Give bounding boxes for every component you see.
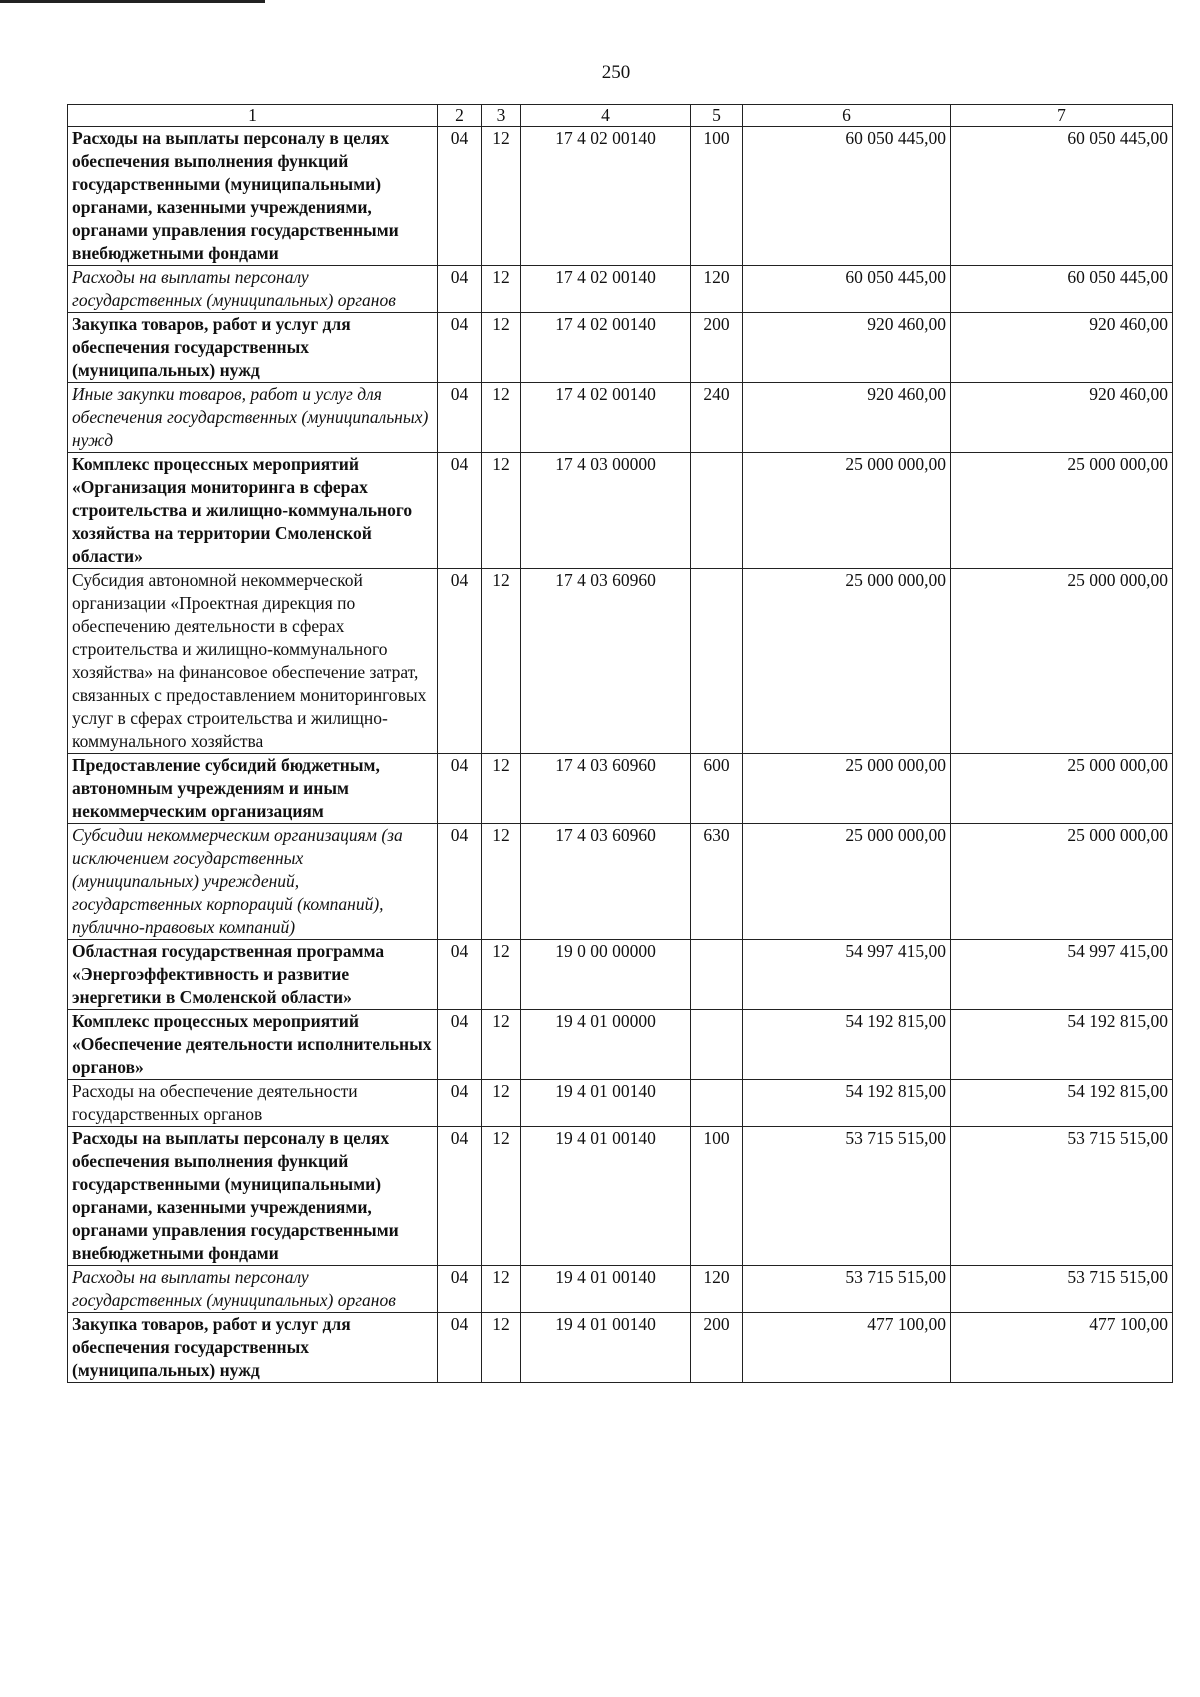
row-section: 04: [438, 1313, 482, 1383]
row-target-article: 19 4 01 00140: [521, 1080, 691, 1127]
row-subsection: 12: [482, 266, 521, 313]
row-amount-6: 25 000 000,00: [743, 453, 951, 569]
row-name: Субсидия автономной некоммерческой организации «Проектная дирекция по обеспечению деятельности в сферах строительства и жилищно-коммунального хозяйства» на финансовое обеспечение затрат, связанных с предоставлением мониторинговых услуг в сферах строительства и жилищно-коммунального хозяйства: [68, 569, 438, 754]
header-cell-2: 2: [438, 105, 482, 127]
row-amount-6: 53 715 515,00: [743, 1266, 951, 1313]
row-subsection: 12: [482, 1127, 521, 1266]
row-expense-type: 600: [691, 754, 743, 824]
row-name: Комплекс процессных мероприятий «Обеспечение деятельности исполнительных органов»: [68, 1010, 438, 1080]
row-amount-6: 25 000 000,00: [743, 824, 951, 940]
table-row: [68, 940, 1173, 1010]
row-expense-type: 120: [691, 266, 743, 313]
row-amount-7: 25 000 000,00: [951, 569, 1173, 754]
row-subsection: 12: [482, 754, 521, 824]
row-target-article: 17 4 03 60960: [521, 824, 691, 940]
row-amount-7: 25 000 000,00: [951, 453, 1173, 569]
row-expense-type: 200: [691, 1313, 743, 1383]
table-row: [68, 1127, 1173, 1266]
row-amount-6: 920 460,00: [743, 313, 951, 383]
row-name: Расходы на выплаты персоналу в целях обеспечения выполнения функций государственными (муниципальными) органами, казенными учреждениями, органами управления государственными внебюджетными фондами: [68, 1127, 438, 1266]
row-section: 04: [438, 940, 482, 1010]
row-subsection: 12: [482, 1010, 521, 1080]
row-target-article: 17 4 02 00140: [521, 266, 691, 313]
row-name: Закупка товаров, работ и услуг для обеспечения государственных (муниципальных) нужд: [68, 313, 438, 383]
header-cell-6: 6: [743, 105, 951, 127]
header-cell-3: 3: [482, 105, 521, 127]
row-subsection: 12: [482, 940, 521, 1010]
row-name: Расходы на обеспечение деятельности государственных органов: [68, 1080, 438, 1127]
row-amount-7: 25 000 000,00: [951, 754, 1173, 824]
row-target-article: 17 4 03 60960: [521, 754, 691, 824]
row-amount-7: 920 460,00: [951, 383, 1173, 453]
table-row: [68, 383, 1173, 453]
row-section: 04: [438, 127, 482, 266]
row-name: Расходы на выплаты персоналу государственных (муниципальных) органов: [68, 1266, 438, 1313]
row-name: Областная государственная программа «Энергоэффективность и развитие энергетики в Смоленской области»: [68, 940, 438, 1010]
row-expense-type: 120: [691, 1266, 743, 1313]
header-cell-4: 4: [521, 105, 691, 127]
row-amount-7: 60 050 445,00: [951, 127, 1173, 266]
row-section: 04: [438, 266, 482, 313]
row-name: Расходы на выплаты персоналу государственных (муниципальных) органов: [68, 266, 438, 313]
row-amount-6: 60 050 445,00: [743, 127, 951, 266]
table-row: [68, 1080, 1173, 1127]
row-subsection: 12: [482, 453, 521, 569]
row-section: 04: [438, 1127, 482, 1266]
row-name: Субсидии некоммерческим организациям (за исключением государственных (муниципальных) учреждений, государственных корпораций (компаний), публично-правовых компаний): [68, 824, 438, 940]
row-subsection: 12: [482, 824, 521, 940]
row-amount-6: 54 192 815,00: [743, 1010, 951, 1080]
table-row: [68, 453, 1173, 569]
table-row: [68, 127, 1173, 266]
row-target-article: 19 4 01 00000: [521, 1010, 691, 1080]
row-subsection: 12: [482, 1266, 521, 1313]
row-subsection: 12: [482, 127, 521, 266]
row-name: Закупка товаров, работ и услуг для обеспечения государственных (муниципальных) нужд: [68, 1313, 438, 1383]
row-target-article: 17 4 03 00000: [521, 453, 691, 569]
row-target-article: 19 4 01 00140: [521, 1127, 691, 1266]
row-name: Предоставление субсидий бюджетным, автономным учреждениям и иным некоммерческим организациям: [68, 754, 438, 824]
row-expense-type: 200: [691, 313, 743, 383]
row-target-article: 17 4 03 60960: [521, 569, 691, 754]
row-expense-type: 100: [691, 127, 743, 266]
row-amount-6: 25 000 000,00: [743, 569, 951, 754]
row-subsection: 12: [482, 383, 521, 453]
table-row: [68, 754, 1173, 824]
top-rule: [0, 0, 265, 3]
table-row: [68, 1010, 1173, 1080]
table-row: [68, 313, 1173, 383]
row-amount-6: 477 100,00: [743, 1313, 951, 1383]
row-section: 04: [438, 569, 482, 754]
row-amount-7: 53 715 515,00: [951, 1266, 1173, 1313]
row-amount-7: 53 715 515,00: [951, 1127, 1173, 1266]
row-name: Иные закупки товаров, работ и услуг для обеспечения государственных (муниципальных) нужд: [68, 383, 438, 453]
row-amount-7: 60 050 445,00: [951, 266, 1173, 313]
budget-table: [67, 104, 1173, 1383]
header-cell-7: 7: [951, 105, 1173, 127]
row-target-article: 19 4 01 00140: [521, 1266, 691, 1313]
row-amount-7: 25 000 000,00: [951, 824, 1173, 940]
row-expense-type: [691, 1080, 743, 1127]
table-row: [68, 824, 1173, 940]
table-row: [68, 1313, 1173, 1383]
row-expense-type: 100: [691, 1127, 743, 1266]
row-target-article: 17 4 02 00140: [521, 313, 691, 383]
row-amount-6: 54 192 815,00: [743, 1080, 951, 1127]
row-amount-7: 477 100,00: [951, 1313, 1173, 1383]
row-amount-6: 920 460,00: [743, 383, 951, 453]
row-section: 04: [438, 1010, 482, 1080]
row-amount-7: 920 460,00: [951, 313, 1173, 383]
row-section: 04: [438, 1080, 482, 1127]
row-section: 04: [438, 824, 482, 940]
row-name: Расходы на выплаты персоналу в целях обеспечения выполнения функций государственными (муниципальными) органами, казенными учреждениями, органами управления государственными внебюджетными фондами: [68, 127, 438, 266]
row-amount-7: 54 192 815,00: [951, 1080, 1173, 1127]
row-amount-6: 53 715 515,00: [743, 1127, 951, 1266]
table-header-row: [68, 105, 1173, 127]
row-section: 04: [438, 1266, 482, 1313]
row-amount-6: 25 000 000,00: [743, 754, 951, 824]
row-amount-6: 54 997 415,00: [743, 940, 951, 1010]
header-cell-5: 5: [691, 105, 743, 127]
table-row: [68, 266, 1173, 313]
row-subsection: 12: [482, 1313, 521, 1383]
row-expense-type: [691, 1010, 743, 1080]
row-name: Комплекс процессных мероприятий «Организация мониторинга в сферах строительства и жилищно-коммунального хозяйства на территории Смоленской области»: [68, 453, 438, 569]
row-target-article: 19 0 00 00000: [521, 940, 691, 1010]
row-amount-7: 54 997 415,00: [951, 940, 1173, 1010]
row-target-article: 17 4 02 00140: [521, 383, 691, 453]
row-section: 04: [438, 383, 482, 453]
header-cell-1: 1: [68, 105, 438, 127]
row-target-article: 19 4 01 00140: [521, 1313, 691, 1383]
row-expense-type: [691, 940, 743, 1010]
table-row: [68, 1266, 1173, 1313]
row-expense-type: [691, 453, 743, 569]
table-row: [68, 569, 1173, 754]
row-target-article: 17 4 02 00140: [521, 127, 691, 266]
page-number: 250: [601, 62, 631, 83]
row-subsection: 12: [482, 313, 521, 383]
row-expense-type: 630: [691, 824, 743, 940]
row-expense-type: [691, 569, 743, 754]
row-subsection: 12: [482, 569, 521, 754]
row-amount-7: 54 192 815,00: [951, 1010, 1173, 1080]
row-section: 04: [438, 313, 482, 383]
row-amount-6: 60 050 445,00: [743, 266, 951, 313]
row-subsection: 12: [482, 1080, 521, 1127]
row-expense-type: 240: [691, 383, 743, 453]
row-section: 04: [438, 754, 482, 824]
row-section: 04: [438, 453, 482, 569]
